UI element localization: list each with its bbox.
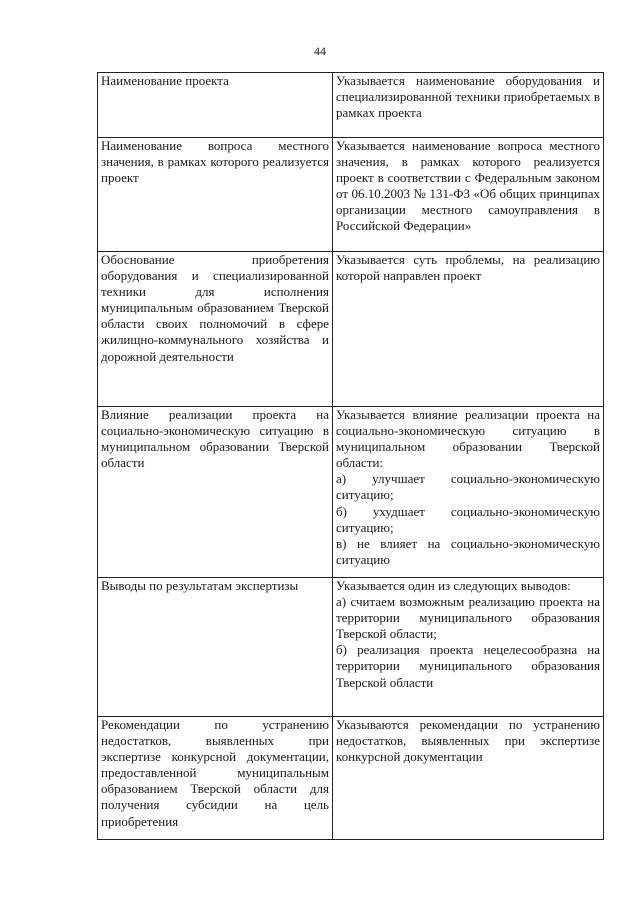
table-row <box>98 407 604 578</box>
table-row <box>98 138 604 252</box>
row-label-justification: Обоснование приобретения оборудования и специализированной техники для исполнения муниципальным образованием Тверской области своих полномочий в сфере жилищно-коммунального хозяйства и дорожной деятельности <box>98 252 333 407</box>
row-value-justification: Указывается суть проблемы, на реализацию которой направлен проект <box>333 252 604 407</box>
row-label-impact: Влияние реализации проекта на социально-экономическую ситуацию в муниципальном образовании Тверской области <box>98 407 333 578</box>
expertise-table <box>97 72 604 840</box>
row-label-conclusions: Выводы по результатам экспертизы <box>98 578 333 717</box>
table-row <box>98 717 604 840</box>
row-value-conclusions <box>333 578 604 717</box>
row-label-local-issue: Наименование вопроса местного значения, в рамках которого реализуется проект <box>98 138 333 252</box>
impact-option-a: а) улучшает социально-экономическую ситуацию; <box>336 471 600 503</box>
row-label-recommendations: Рекомендации по устранению недостатков, выявленных при экспертизе конкурсной документации, предоставленной муниципальным образованием Тверской области для получения субсидии на цель приобретения <box>98 717 333 840</box>
page-number: 44 <box>314 44 326 58</box>
conclusion-option-a: а) считаем возможным реализацию проекта на территории муниципального образования Тверской области; <box>336 594 600 642</box>
table-row <box>98 252 604 407</box>
conclusion-option-b: б) реализация проекта нецелесообразна на территории муниципального образования Тверской области <box>336 642 600 690</box>
row-value-impact <box>333 407 604 578</box>
table-row <box>98 578 604 717</box>
impact-intro: Указывается влияние реализации проекта на социально-экономическую ситуацию в муниципальном образовании Тверской области: <box>336 407 600 471</box>
row-label-project-name: Наименование проекта <box>98 73 333 138</box>
row-value-local-issue: Указывается наименование вопроса местного значения, в рамках которого реализуется проект в соответствии с Федеральным законом от 06.10.2003 № 131-ФЗ «Об общих принципах организации местного самоуправления в Российской Федерации» <box>333 138 604 252</box>
table-row <box>98 73 604 138</box>
row-value-project-name: Указывается наименование оборудования и специализированной техники приобретаемых в рамках проекта <box>333 73 604 138</box>
impact-option-b: б) ухудшает социально-экономическую ситуацию; <box>336 503 600 535</box>
conclusion-intro: Указывается один из следующих выводов: <box>336 578 571 593</box>
row-value-recommendations: Указываются рекомендации по устранению недостатков, выявленных при экспертизе конкурсной документации <box>333 717 604 840</box>
impact-option-c: в) не влияет на социально-экономическую ситуацию <box>336 535 600 567</box>
